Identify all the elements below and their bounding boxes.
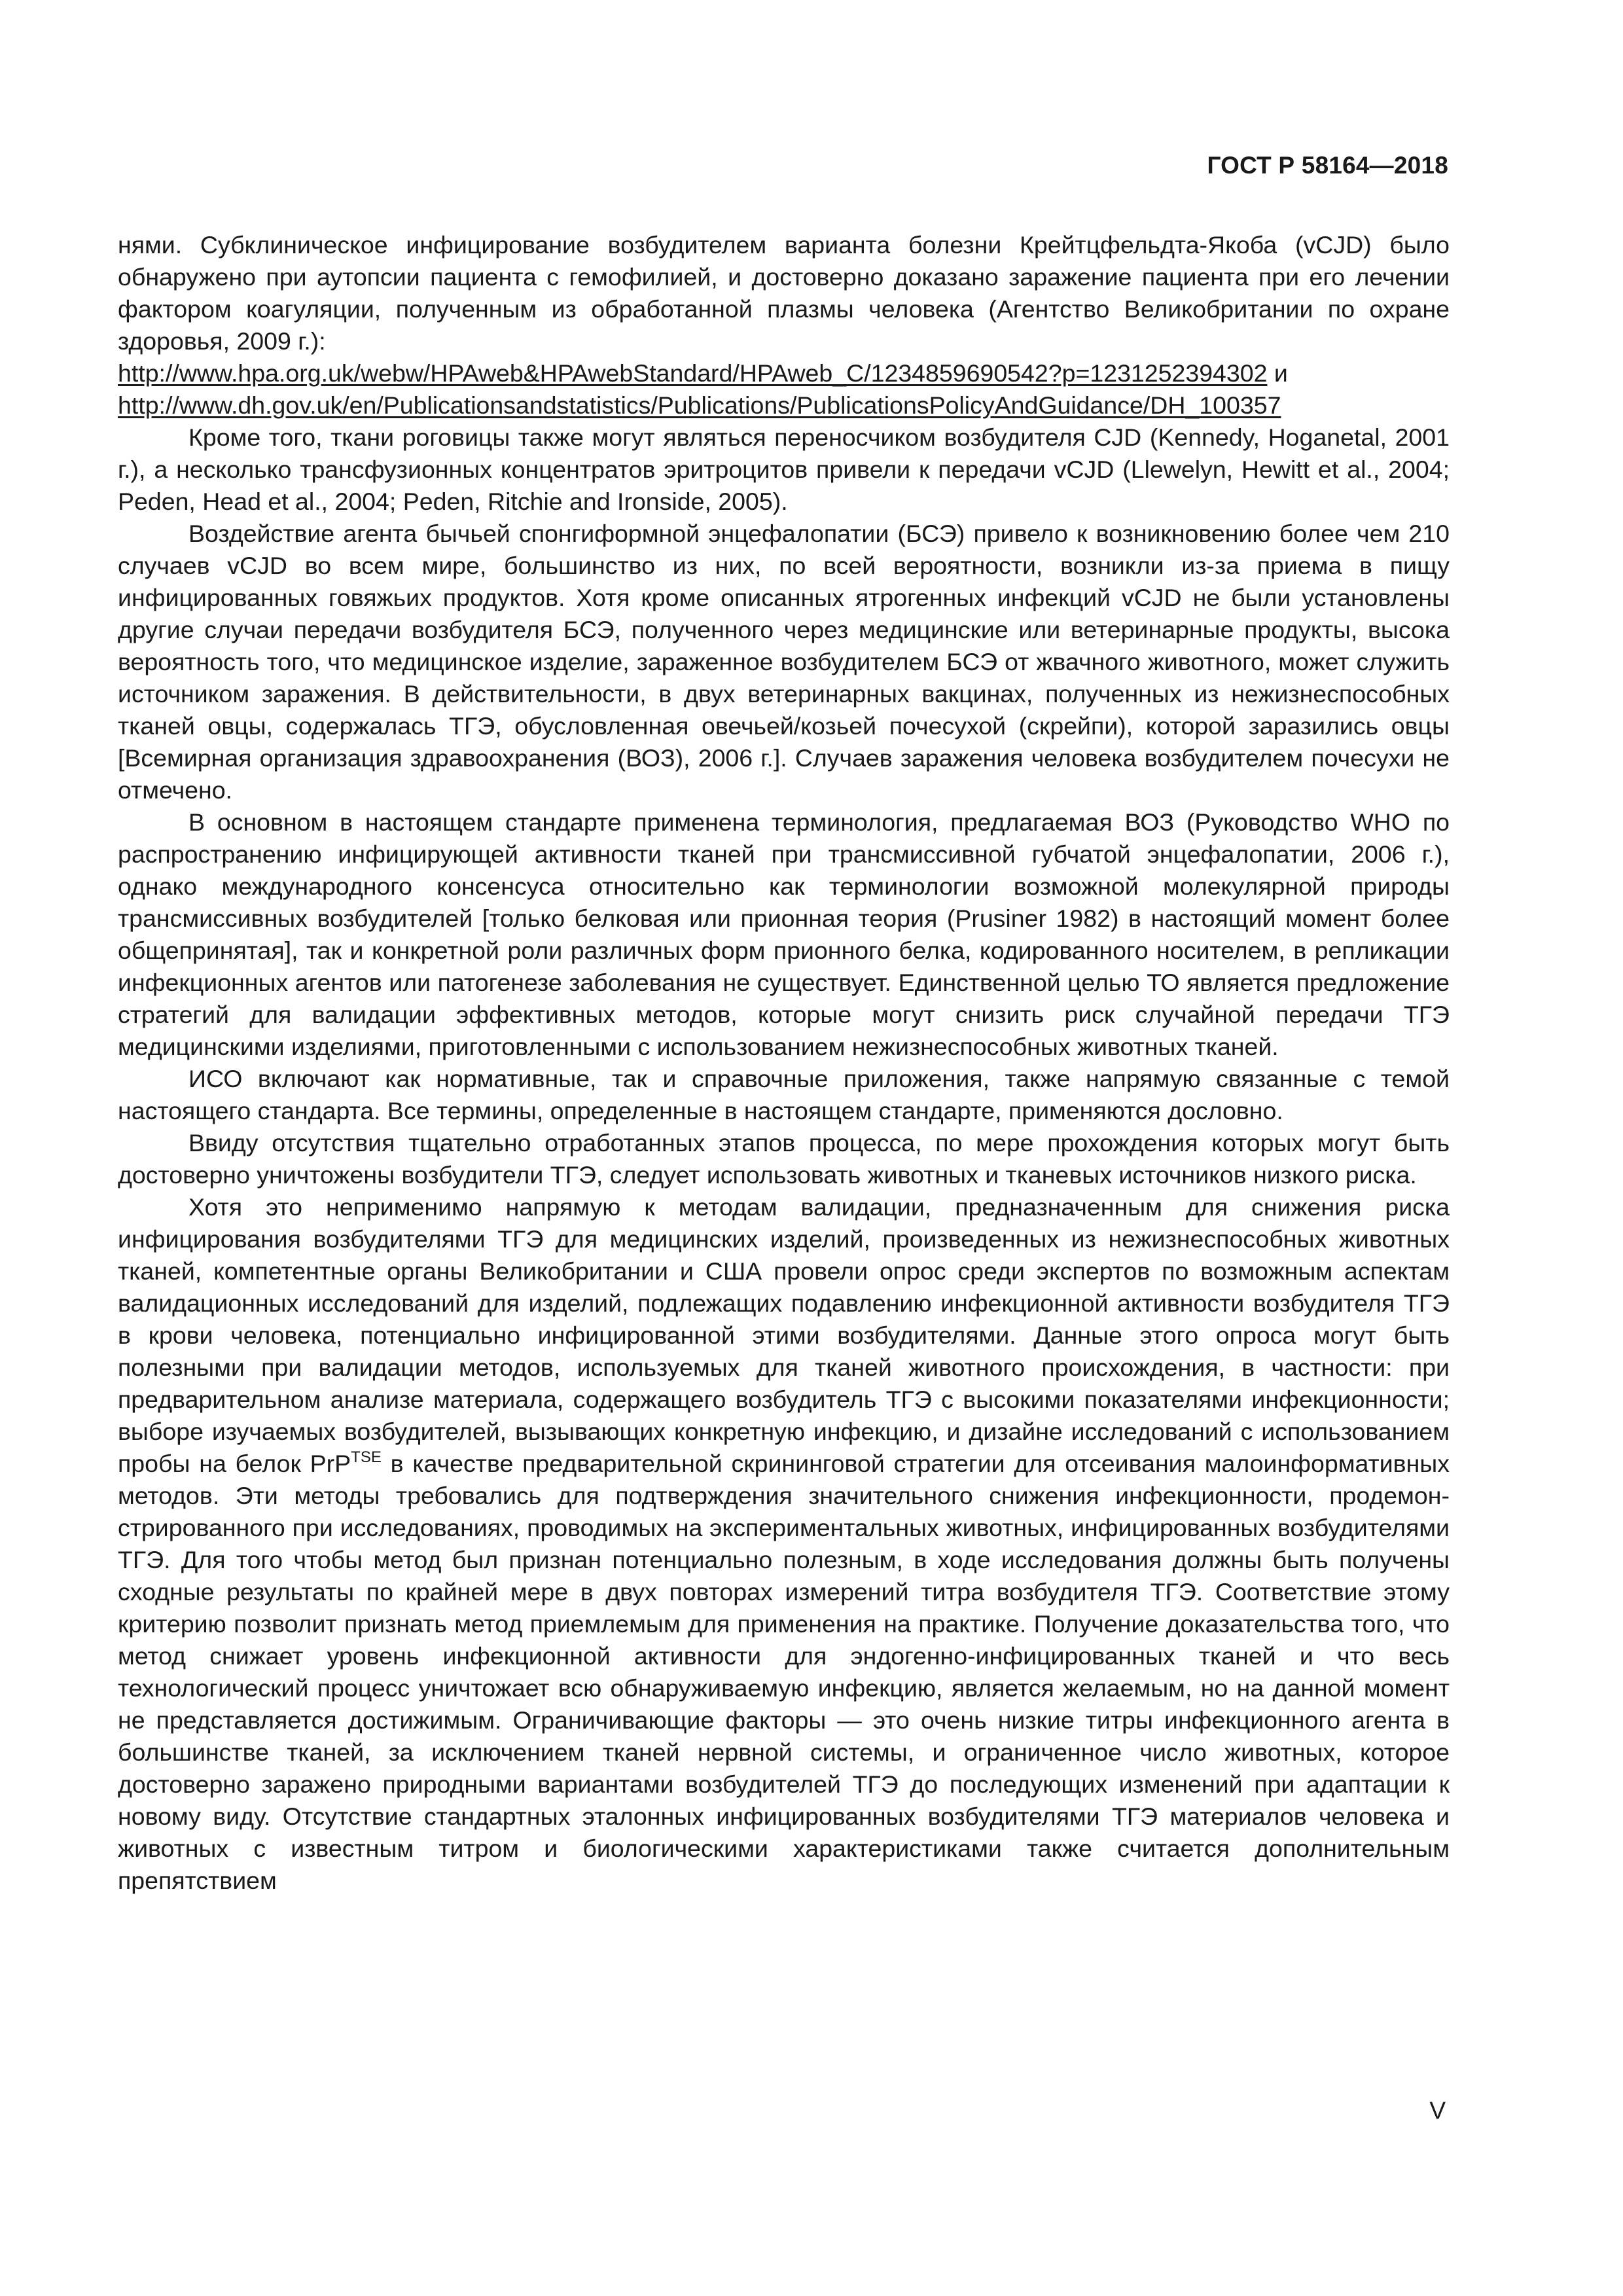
paragraph-cornea: Кроме того, ткани роговицы также могут являться переносчиком возбудителя CJD (Kennedy, Hoganetal, 2001 г.), а несколько трансфузионных концентратов эритроцитов привели к передачи vCJD (Llewelyn, Hewitt et al., 2004; Peden, Head et al., 2004; Peden, Ritchie and Ironside, 2005). [118, 423, 1450, 515]
paragraph-bse: Воздействие агента бычьей спонгиформной энцефалопатии (БСЭ) привело к возникновению более чем 210 случаев vCJD во всем мире, большинство из них, по всей вероятности, возникли из-за приема в пищу инфицированных говяжьих продуктов. Хотя кроме описанных ятрогенных инфекций vCJD не были установлены другие случаи передачи возбудителя БСЭ, полученного через медицинские или ветеринарные продукты, высока вероятность того, что медицинское изделие, зараженное возбудителем БСЭ от жвачного животного, может служить источником заражения. В действительности, в двух ветеринарных вакцинах, полученных из нежизнеспособных тканей овцы, содержалась ТГЭ, обусловленная овечьей/козьей почесухой (скрейпи), которой заразились овцы [Всемирная организация здравоохранения (ВОЗ), 2006 г.]. Случаев заражения человека возбудителем почесухи не отмечено. [118, 520, 1450, 804]
paragraph-validation-survey [118, 1191, 1450, 1897]
intro-link-line-1 [118, 357, 1450, 389]
link-dh[interactable]: http://www.dh.gov.uk/en/Publicationsandstatistics/Publications/PublicationsPolicyAndGuidance/DH_100357 [118, 391, 1281, 419]
document-body [118, 229, 1450, 1897]
validation-text-part-1: Хотя это неприменимо напрямую к методам валидации, предназначенным для снижения риска инфицирования возбудителями ТГЭ для медицинских изделий, произведенных из нежизнеспособных животных тканей, компетентные органы Великобритании и США провели опрос среди экспертов по возможным аспектам валидационных исследований для изделий, подлежащих подавлению инфекционной активности возбудителя ТГЭ в крови человека, потенциально инфицированной этими возбудителями. Данные этого опроса могут быть полезными при валидации методов, используемых для тканей животного происхождения, в частности: при предварительном анализе материала, содержащего возбудитель ТГЭ с высокими показателями инфекционности; выборе изучаемых возбудителей, вызывающих конкретную инфекцию, и дизайне исследований с использованием пробы на белок PrP [118, 1193, 1450, 1477]
paragraph-iso-annexes: ИСО включают как нормативные, так и справочные приложения, также напрямую связанные с темой настоящего стандарта. Все термины, определенные в настоящем стандарте, применяются дословно. [118, 1065, 1450, 1124]
paragraph-terminology: В основном в настоящем стандарте применена терминология, предлагаемая ВОЗ (Руководство WHO по распространению инфицирующей активности тканей при трансмиссивной губчатой энцефалопатии, 2006 г.), однако международного консенсуса относительно как терминологии возможной молекулярной природы трансмиссивных возбудителей [только белковая или прионная теория (Prusiner 1982) в настоящий момент более общепринятая], так и конкретной роли различных форм прионного белка, кодированного носителем, в репликации инфекционных агентов или патогенезе заболевания не существует. Единственной целью ТО является предложение стратегий для валидации эффективных методов, которые могут снизить риск случайной передачи ТГЭ медицинскими изделиями, приготовленными с использованием нежизнеспособных животных тканей. [118, 808, 1450, 1060]
link-hpa[interactable]: http://www.hpa.org.uk/webw/HPAweb&HPAwebStandard/HPAweb_C/1234859690542?p=1231252394302 [118, 359, 1268, 387]
standard-header: ГОСТ Р 58164—2018 [1207, 152, 1448, 179]
intro-link-line-2 [118, 389, 1450, 422]
validation-text-part-2: в качестве предварительной скрининговой стратегии для отсеивания малоинформативных методов. Эти методы требовались для подтверждения значительного снижения инфекционности, продемонстрированного при исследованиях, проводимых на экспериментальных животных, инфицированных возбудителями ТГЭ. Для того чтобы метод был признан потенциально полезным, в ходе исследования должны быть получены сходные результаты по крайней мере в двух повторах измерений титра возбудителя ТГЭ. Соответствие этому критерию позволит признать метод приемлемым для применения на практике. Получение доказательства того, что метод снижает уровень инфекционной активности для эндогенно-инфицированных тканей и что весь технологический процесс уничтожает всю обнаруживаемую инфекцию, является желаемым, но на данной момент не представляется достижимым. Ограничивающие факторы — это очень низкие титры инфекционного агента в большинстве тканей, за исключением тканей нервной системы, и ограниченное число животных, которое достоверно заражено природными вариантами возбудителей ТГЭ до последующих изменений при адаптации к новому виду. Отсутствие стандартных эталонных инфицированных возбудителями ТГЭ материалов человека и животных с известным титром и биологическими характеристиками также считается дополнительным препятствием [118, 1450, 1450, 1894]
link-separator: и [1267, 359, 1288, 387]
prp-superscript: TSE [351, 1448, 382, 1466]
intro-paragraph: нями. Субклиническое инфицирование возбудителем варианта болезни Крейтцфельдта-Якоба (vCJD) было обнаружено при аутопсии пациента с гемофилией, и достоверно доказано заражение пациента при его лечении фактором коагуляции, полученным из обработанной плазмы человека (Агентство Великобритании по охране здоровья, 2009 г.): [118, 231, 1450, 355]
paragraph-low-risk-sources: Ввиду отсутствия тщательно отработанных этапов процесса, по мере прохождения которых могут быть достоверно уничтожены возбудители ТГЭ, следует использовать животных и тканевых источников низкого риска. [118, 1129, 1450, 1189]
page-number: V [1429, 2097, 1446, 2124]
